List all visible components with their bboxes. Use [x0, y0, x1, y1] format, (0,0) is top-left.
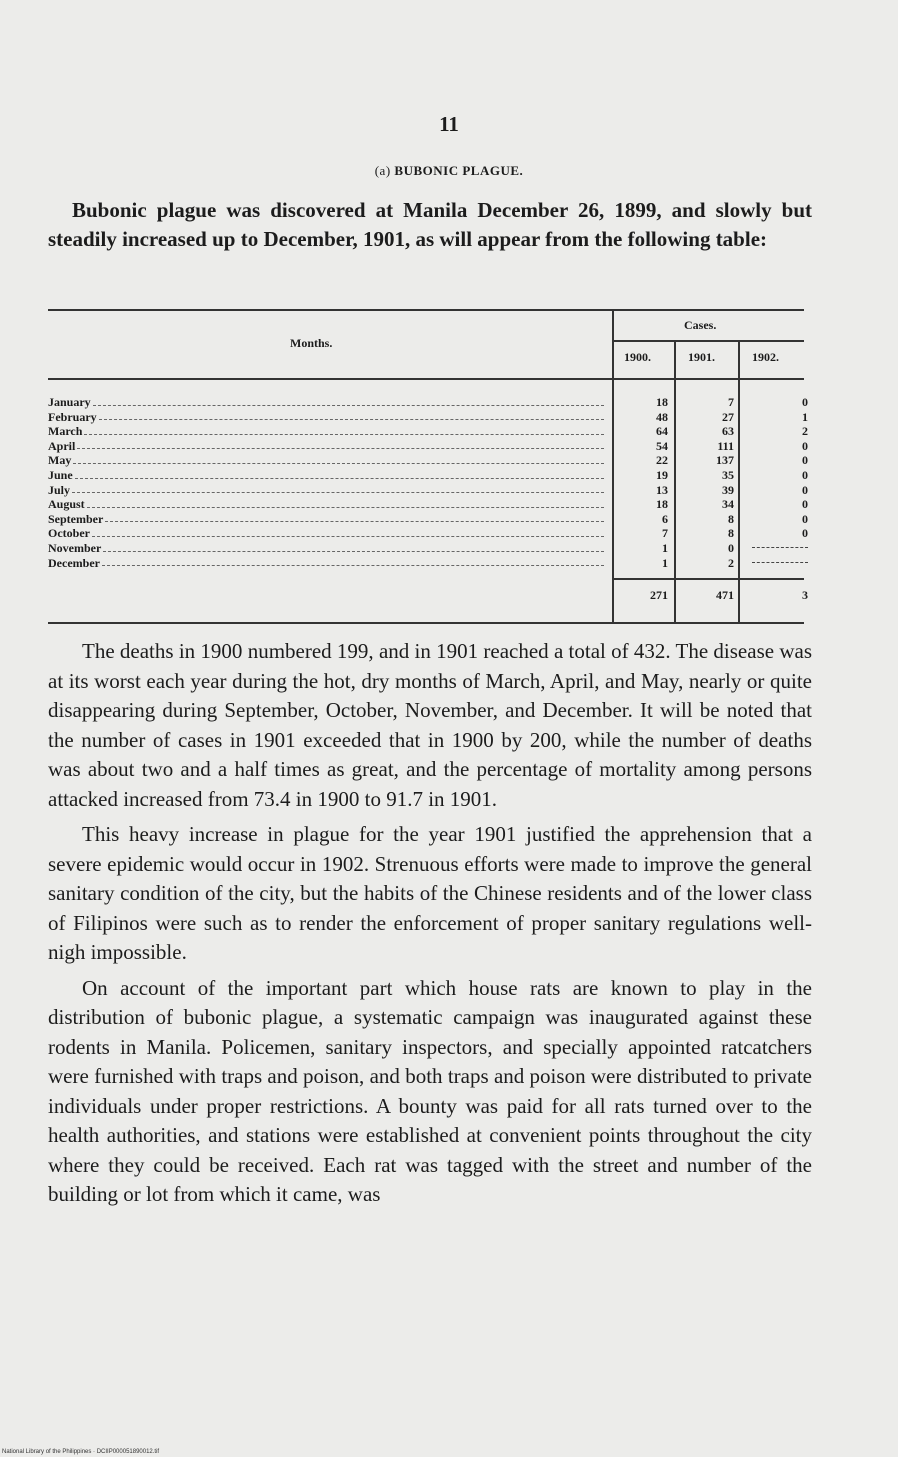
- cell-1900: 6: [662, 511, 668, 526]
- total-1900: 271: [650, 588, 668, 602]
- cell-1901: 8: [728, 526, 734, 541]
- cell-1900: 54: [656, 438, 668, 453]
- table-row: [48, 395, 608, 410]
- dot-leader: [84, 424, 604, 435]
- table-row: [48, 556, 608, 571]
- month-label: October: [48, 526, 90, 541]
- dot-leader: [93, 395, 604, 406]
- column-1902: [744, 395, 808, 570]
- table-row: [48, 526, 608, 541]
- col-divider-2: [738, 340, 740, 622]
- dash-placeholder: [752, 562, 808, 563]
- total-1902: 3: [802, 588, 808, 602]
- table-top-rule: [48, 309, 804, 311]
- cell-1901: 39: [722, 482, 734, 497]
- column-1901: [682, 395, 734, 570]
- cell-1902: 1: [802, 409, 808, 424]
- table-row: [48, 497, 608, 512]
- cell-1900: 1: [662, 540, 668, 555]
- year-header-1900: 1900.: [624, 350, 651, 364]
- cell-1902: 2: [802, 424, 808, 439]
- cell-1902: 0: [802, 482, 808, 497]
- dot-leader: [73, 453, 604, 464]
- table-row: [48, 541, 608, 556]
- totals-rule: [612, 578, 804, 580]
- table-row: [48, 468, 608, 483]
- dot-leader: [92, 526, 604, 537]
- cell-1902-empty: [744, 541, 808, 556]
- cell-1900: 1: [662, 555, 668, 570]
- cell-1900: 7: [662, 526, 668, 541]
- cell-1900: 19: [656, 467, 668, 482]
- cases-header-rule: [612, 340, 804, 342]
- table-row: [48, 410, 608, 425]
- cell-1902: 0: [802, 453, 808, 468]
- month-label: March: [48, 424, 83, 439]
- cell-1900: 13: [656, 482, 668, 497]
- table-header-rule: [48, 378, 804, 380]
- cell-1902: 0: [802, 467, 808, 482]
- month-label: July: [48, 482, 71, 497]
- cell-1902: 0: [802, 395, 808, 409]
- paragraph: On account of the important part which house rats are known to play in the distribution of bubonic plague, a systematic campaign was inaugurated against these rodents in Manila. Policemen, sanitary inspectors, and specially appointed ratcatchers were furnished with traps and poison, and both traps and poison were distributed to private individuals under proper restrictions. A bounty was paid for all rats turned over to the health authorities, and stations were established at convenient points throughout the city where they could be received. Each rat was tagged with the street and number of the building or lot from which it came, was: [48, 975, 812, 1206]
- dot-leader: [75, 468, 604, 479]
- cell-1900: 18: [656, 497, 668, 512]
- body-text: [48, 637, 812, 1216]
- months-column: [48, 395, 608, 570]
- cell-1901: 8: [728, 511, 734, 526]
- dot-leader: [72, 483, 604, 494]
- footer-label: National Library of the Philippines · DCIIP000051890012.tif: [2, 1449, 160, 1455]
- cell-1901: 35: [722, 467, 734, 482]
- months-header: Months.: [290, 336, 333, 350]
- month-label: September: [48, 511, 104, 526]
- month-label: June: [48, 467, 73, 482]
- col-divider-1: [674, 340, 676, 622]
- month-label: February: [48, 409, 97, 424]
- cell-1900: 64: [656, 424, 668, 439]
- year-header-1902: 1902.: [752, 350, 779, 364]
- table-row: [48, 439, 608, 454]
- paragraph: The deaths in 1900 numbered 199, and in 1901 reached a total of 432. The disease was at its worst each year during the hot, dry months of March, April, and May, nearly or quite disappearing during September, October, November, and December. It will be noted that the number of cases in 1901 exceeded that in 1900 by 200, while the number of deaths was about two and a half times as great, and the percentage of mortality among persons attacked increased from 73.4 in 1900 to 91.7 in 1901.: [48, 639, 812, 811]
- cell-1901: 0: [728, 540, 734, 555]
- cell-1900: 22: [656, 453, 668, 468]
- dot-leader: [77, 439, 604, 450]
- page-number: 11: [439, 112, 459, 136]
- table-row: [48, 453, 608, 468]
- cell-1902: 0: [802, 511, 808, 526]
- table-row: [48, 512, 608, 527]
- section-prefix: (a): [374, 163, 391, 178]
- cell-1902: 0: [802, 526, 808, 541]
- table-row: [48, 424, 608, 439]
- dot-leader: [99, 410, 604, 421]
- cell-1902: 0: [802, 497, 808, 512]
- cell-1900: 48: [656, 409, 668, 424]
- cell-1902-empty: [744, 556, 808, 571]
- section-title: BUBONIC PLAGUE.: [394, 163, 524, 178]
- cell-1901: 34: [722, 497, 734, 512]
- cell-1901: 2: [728, 555, 734, 570]
- month-label: January: [48, 395, 91, 409]
- cell-1901: 111: [717, 438, 734, 453]
- month-label: April: [48, 438, 76, 453]
- cell-1900: 18: [656, 395, 668, 409]
- cases-header: Cases.: [684, 318, 717, 332]
- months-divider: [612, 309, 614, 622]
- total-1901: 471: [716, 588, 734, 602]
- cell-1902: 0: [802, 438, 808, 453]
- month-label: November: [48, 540, 102, 555]
- intro-paragraph: Bubonic plague was discovered at Manila December 26, 1899, and slowly but steadily increased up to December, 1901, as will appear from the following table:: [48, 198, 812, 251]
- month-label: August: [48, 497, 85, 512]
- cell-1901: 27: [722, 409, 734, 424]
- table-row: [48, 483, 608, 498]
- dot-leader: [103, 541, 604, 552]
- dot-leader: [102, 556, 604, 567]
- paragraph: This heavy increase in plague for the year 1901 justified the apprehension that a severe epidemic would occur in 1902. Strenuous efforts were made to improve the general sanitary condition of the city, but the habits of the Chinese residents and of the lower class of Filipinos were such as to render the enforcement of proper sanitary regulations well-nigh impossible.: [48, 822, 812, 964]
- cell-1901: 137: [716, 453, 734, 468]
- dot-leader: [87, 497, 604, 508]
- section-heading: [0, 163, 898, 179]
- dash-placeholder: [752, 547, 808, 548]
- dot-leader: [105, 512, 604, 523]
- cell-1901: 7: [728, 395, 734, 409]
- month-label: May: [48, 453, 72, 468]
- column-1900: [620, 395, 668, 570]
- month-label: December: [48, 555, 100, 570]
- year-header-1901: 1901.: [688, 350, 715, 364]
- cell-1901: 63: [722, 424, 734, 439]
- table-bottom-rule: [48, 622, 804, 624]
